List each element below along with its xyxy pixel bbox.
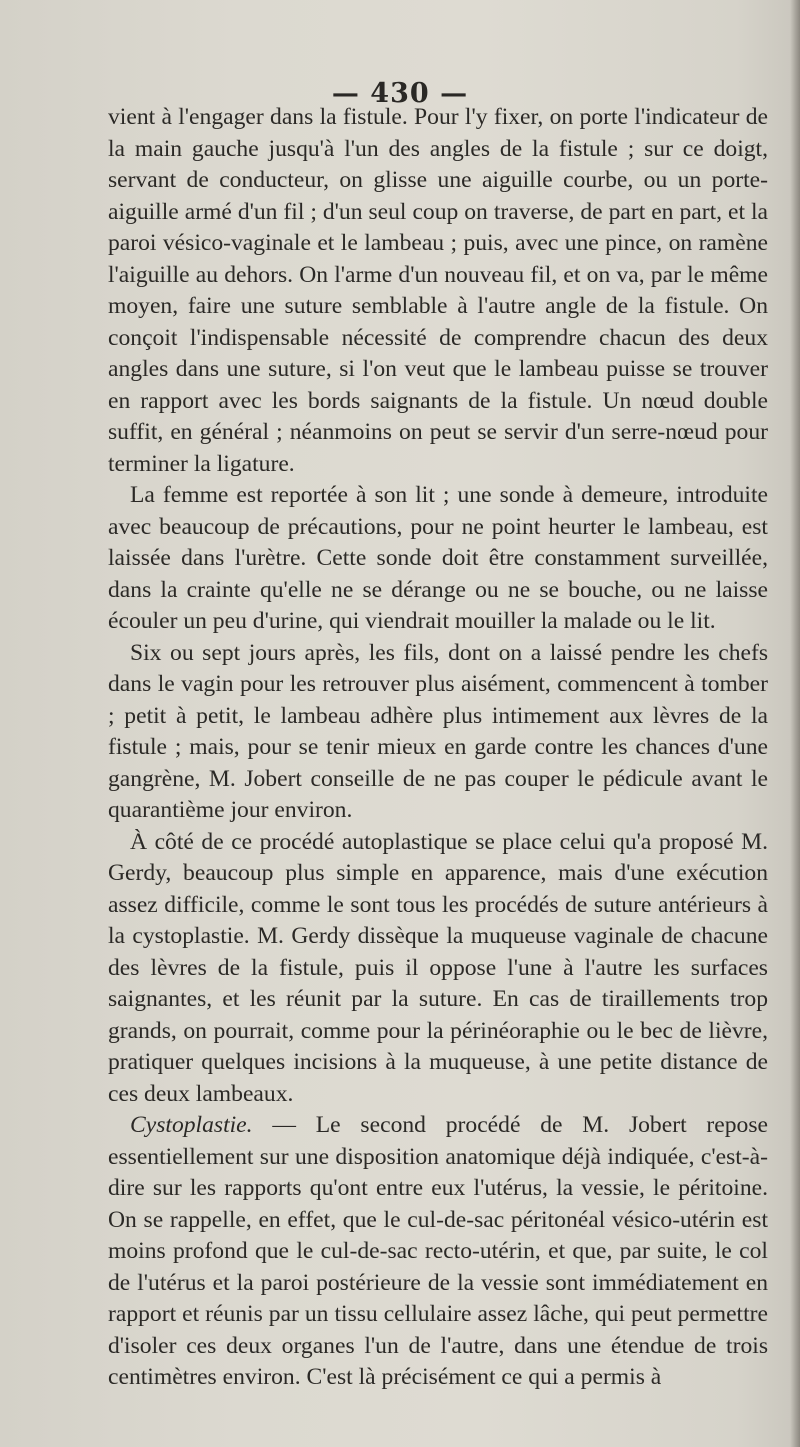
paragraph-5 <box>108 1110 768 1394</box>
paragraph-1: vient à l'engager dans la fistule. Pour l'y fixer, on porte l'indicateur de la main gauche jusqu'à l'un des angles de la fistule ; sur ce doigt, servant de conducteur, on glisse une aiguille courbe, ou un porte-aiguille armé d'un fil ; d'un seul coup on traverse, de part en part, et la paroi vésico-vaginale et le lambeau ; puis, avec une pince, on ramène l'aiguille au dehors. On l'arme d'un nouveau fil, et on va, par le même moyen, faire une suture semblable à l'autre angle de la fistule. On conçoit l'indispensable nécessité de comprendre chacun des deux angles dans une suture, si l'on veut que le lambeau puisse se trouver en rapport avec les bords saignants de la fistule. Un nœud double suffit, en général ; néanmoins on peut se servir d'un serre-nœud pour terminer la ligature. <box>108 104 768 477</box>
paragraph-5-text: — Le second procédé de M. Jobert repose essentiellement sur une disposition anatomique déjà indiquée, c'est-à-dire sur les rapports qu'ont entre eux l'utérus, la vessie, le péritoine. On se rappelle, en effet, que le cul-de-sac péritonéal vésico-utérin est moins profond que le cul-de-sac recto-utérin, et que, par suite, le col de l'utérus et la paroi postérieure de la vessie sont immédiatement en rapport et réunis par un tissu cellulaire assez lâche, qui peut permettre d'isoler ces deux organes l'un de l'autre, dans une étendue de trois centimètres environ. C'est là précisément ce qui a permis à <box>108 1112 768 1390</box>
page-number: — 430 — <box>331 78 469 109</box>
paragraph-4: À côté de ce procédé autoplastique se place celui qu'a proposé M. Gerdy, beaucoup plus simple en apparence, mais d'une exécution assez difficile, comme le sont tous les procédés de suture antérieurs à la cystoplastie. M. Gerdy dissèque la muqueuse vaginale de chacune des lèvres de la fistule, puis il oppose l'une à l'autre les surfaces saignantes, et les réunit par la suture. En cas de tiraillements trop grands, on pourrait, comme pour la périnéoraphie ou le bec de lièvre, pratiquer quelques incisions à la muqueuse, à une petite distance de ces deux lambeaux. <box>108 828 768 1107</box>
paragraph-3: Six ou sept jours après, les fils, dont on a laissé pendre les chefs dans le vagin pour les retrouver plus aisément, commencent à tomber ; petit à petit, le lambeau adhère plus intimement aux lèvres de la fistule ; mais, pour se tenir mieux en garde contre les chances d'une gangrène, M. Jobert conseille de ne pas couper le pédicule avant le quarantième jour environ. <box>108 639 768 823</box>
section-heading-cystoplastie: Cystoplastie. <box>130 1112 253 1138</box>
page-edge-shadow <box>790 0 800 1447</box>
paragraph-2: La femme est reportée à son lit ; une sonde à demeure, introduite avec beaucoup de précautions, pour ne point heurter le lambeau, est laissée dans l'urètre. Cette sonde doit être constamment surveillée, dans la crainte qu'elle ne se dérange ou ne se bouche, ou ne laisse écouler un peu d'urine, qui viendrait mouiller la malade ou le lit. <box>108 482 768 634</box>
body-text <box>108 102 768 1394</box>
